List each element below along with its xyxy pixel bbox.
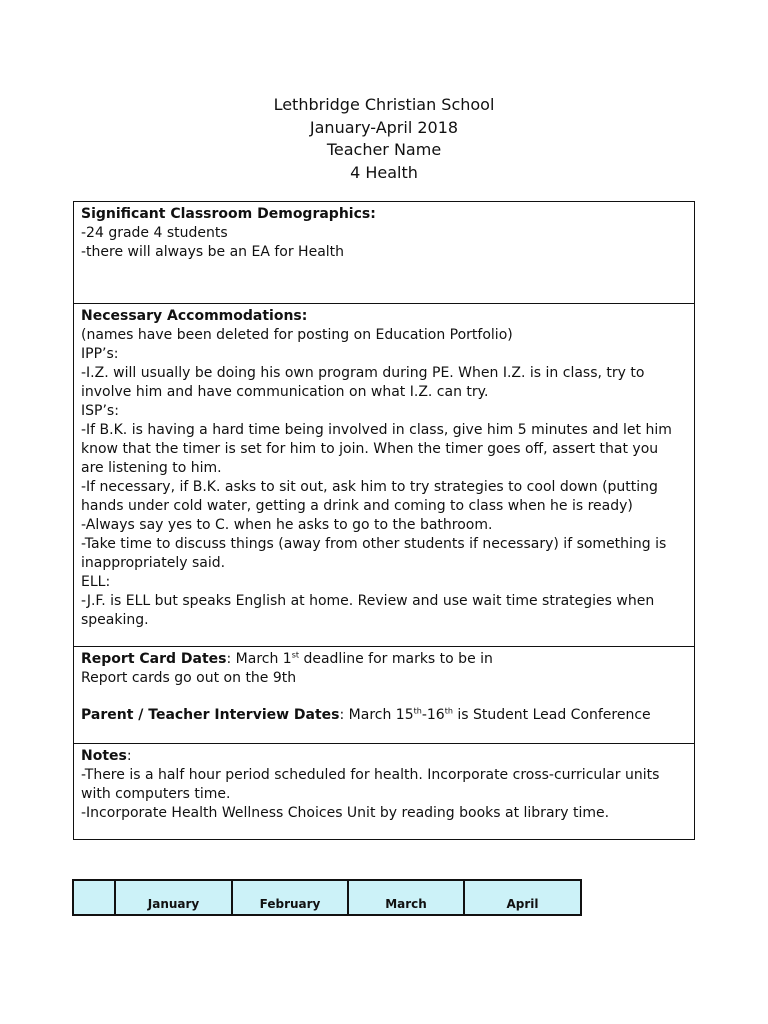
demographics-heading: Significant Classroom Demographics: xyxy=(81,206,376,222)
accommodations-line: speaking. xyxy=(81,612,149,628)
notes-line: -Incorporate Health Wellness Choices Unit by reading books at library time. xyxy=(81,805,610,821)
teacher-name: Teacher Name xyxy=(326,140,442,159)
interview-label: Parent / Teacher Interview Dates xyxy=(81,707,340,723)
interview-text-end: is Student Lead Conference xyxy=(452,707,651,723)
month-blank-cell xyxy=(74,881,116,914)
accommodations-line: -If B.K. is having a hard time being involved in class, give him 5 minutes and let him xyxy=(81,422,672,438)
accommodations-heading: Necessary Accommodations: xyxy=(81,308,308,324)
notes-heading: Notes xyxy=(81,748,127,764)
accommodations-line: -J.F. is ELL but speaks English at home. Review and use wait time strategies when xyxy=(81,593,655,609)
month-cell-february: February xyxy=(233,881,349,914)
report-card-dates xyxy=(81,650,687,669)
accommodations-line: ELL: xyxy=(81,574,111,590)
classroom-info-table xyxy=(73,201,695,840)
dates-section xyxy=(74,647,694,744)
report-card-text-end: deadline for marks to be in xyxy=(299,651,493,667)
report-card-suffix: st xyxy=(291,650,300,660)
month-cell-march: March xyxy=(349,881,465,914)
month-cell-april: April xyxy=(506,897,539,911)
month-header-table xyxy=(72,879,582,916)
spacer xyxy=(81,688,687,706)
notes-line: -There is a half hour period scheduled for health. Incorporate cross-curricular units xyxy=(81,767,660,783)
demographics-line: -there will always be an EA for Health xyxy=(81,244,345,260)
document-header xyxy=(0,94,768,184)
report-card-label: Report Card Dates xyxy=(81,651,227,667)
demographics-line: -24 grade 4 students xyxy=(81,225,228,241)
accommodations-line: hands under cold water, getting a drink and coming to class when he is ready) xyxy=(81,498,633,514)
report-card-text: : March 1 xyxy=(226,651,292,667)
accommodations-line: -I.Z. will usually be doing his own program during PE. When I.Z. is in class, try to xyxy=(81,365,645,381)
accommodations-line: inappropriately said. xyxy=(81,555,226,571)
accommodations-line: involve him and have communication on what I.Z. can try. xyxy=(81,384,489,400)
interview-dates xyxy=(81,706,687,725)
interview-suffix: th xyxy=(413,706,422,716)
notes-line: with computers time. xyxy=(81,786,231,802)
accommodations-line: know that the timer is set for him to join. When the timer goes off, assert that you xyxy=(81,441,659,457)
report-card-release: Report cards go out on the 9th xyxy=(81,670,297,686)
school-name: Lethbridge Christian School xyxy=(273,95,495,114)
notes-section xyxy=(74,744,694,839)
notes-heading-line xyxy=(81,747,687,766)
interview-text-mid: -16 xyxy=(421,707,445,723)
course-name: 4 Health xyxy=(350,162,418,182)
accommodations-line: IPP’s: xyxy=(81,346,119,362)
accommodations-line: (names have been deleted for posting on Education Portfolio) xyxy=(81,327,513,343)
interview-suffix: th xyxy=(444,706,453,716)
accommodations-line: -If necessary, if B.K. asks to sit out, ask him to try strategies to cool down (putting xyxy=(81,479,658,495)
month-cell-january: January xyxy=(116,881,233,914)
notes-colon: : xyxy=(126,748,132,764)
accommodations-line: -Take time to discuss things (away from other students if necessary) if something is xyxy=(81,536,667,552)
interview-text: : March 15 xyxy=(339,707,414,723)
accommodations-line: ISP’s: xyxy=(81,403,119,419)
term-dates: January-April 2018 xyxy=(309,117,459,137)
demographics-section xyxy=(74,202,694,304)
accommodations-line: -Always say yes to C. when he asks to go to the bathroom. xyxy=(81,517,493,533)
accommodations-line: are listening to him. xyxy=(81,460,222,476)
accommodations-section xyxy=(74,304,694,647)
